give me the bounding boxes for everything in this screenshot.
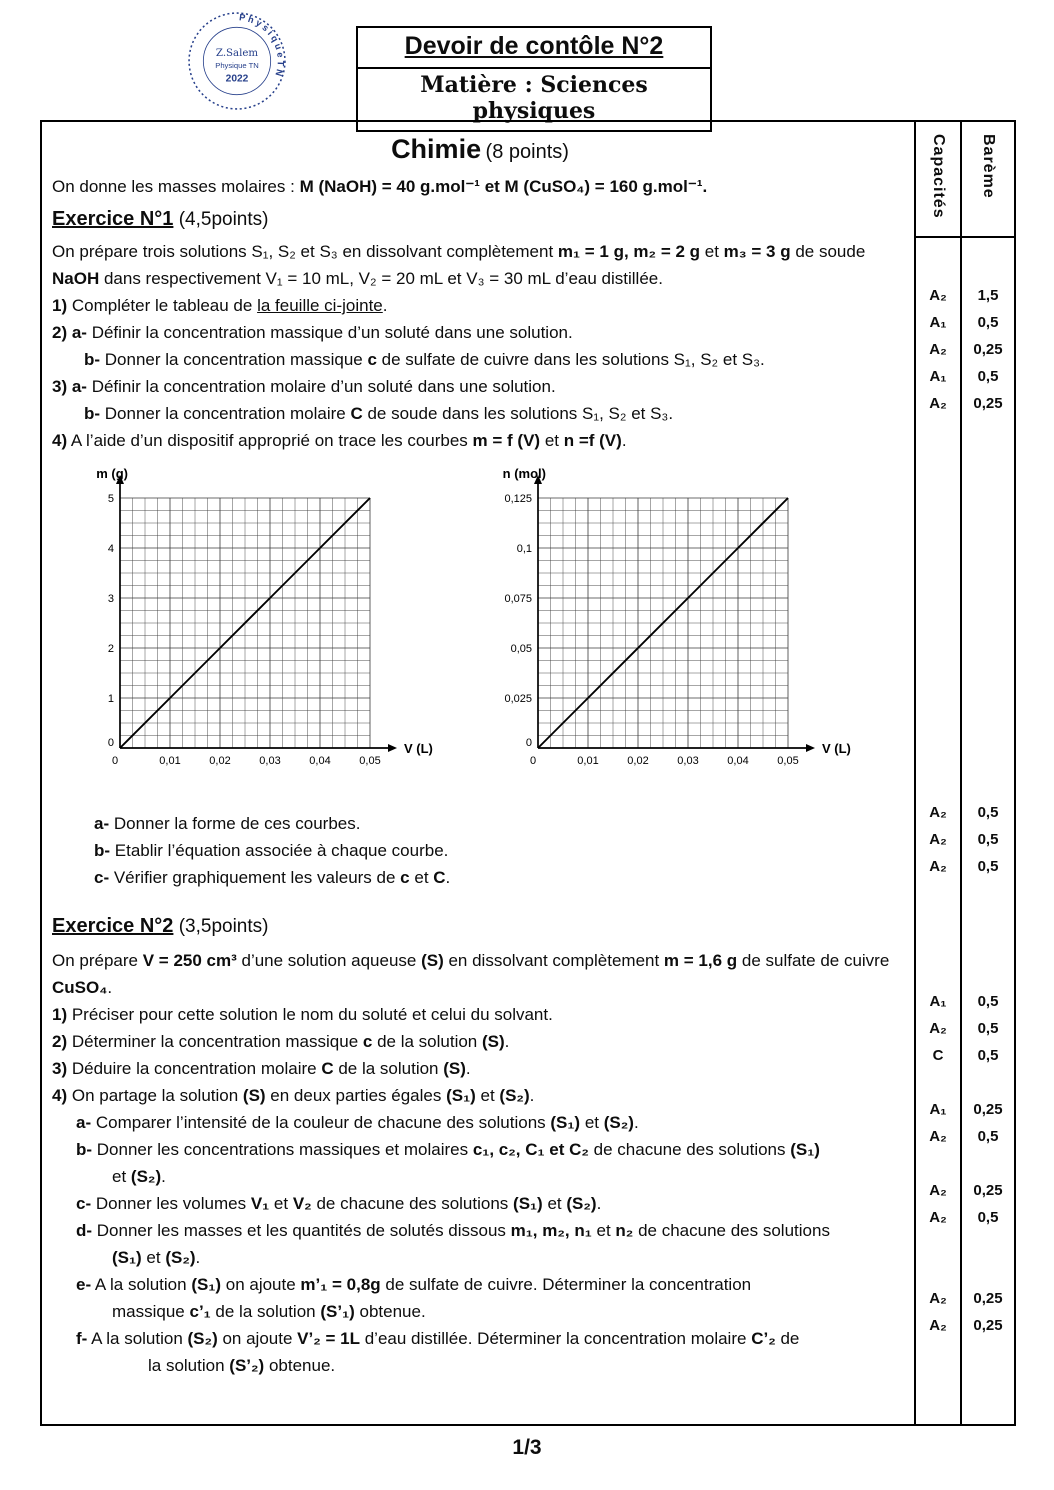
exercice1-intro: On prépare trois solutions S₁, S₂ et S₃ en dissolvant complètement m₁ = 1 g, m₂ = 2 g et m₃ = 3 g de soude NaOH dans respectivement V₁ = 10 mL, V₂ = 20 mL et V₃ = 30 mL d’eau distillée. [52, 242, 866, 288]
stamp-ring-text: P h y s i q u e T N [238, 12, 286, 78]
bareme-mark: 0,25 [973, 1101, 1003, 1118]
question-2a: 2) a- Définir la concentration massique d’un soluté dans une solution. [52, 323, 573, 342]
capacite-mark: A₁ [929, 993, 947, 1010]
bareme-mark: 0,5 [977, 314, 999, 331]
stamp-name: Z.Salem [215, 47, 259, 59]
bareme-mark: 0,5 [977, 1020, 999, 1037]
capacite-mark: A₂ [929, 831, 947, 848]
ex2-question-4e: e- A la solution (S₁) on ajoute m’₁ = 0,8g de sulfate de cuivre. Déterminer la concentration [76, 1275, 752, 1294]
bareme-mark: 0,5 [977, 804, 999, 821]
exercice1-heading [52, 204, 908, 236]
question-3a: 3) a- Définir la concentration molaire d’un soluté dans une solution. [52, 377, 556, 396]
chart-m-of-v [60, 464, 460, 786]
svg-text:m (g): m (g) [96, 466, 128, 481]
exercice1-title: Exercice N°1 [52, 208, 174, 230]
svg-text:0,04: 0,04 [727, 755, 749, 767]
capacite-mark: A₂ [929, 1020, 947, 1037]
stamp-line2: Physique TN [215, 61, 259, 71]
question-2b: b- Donner la concentration massique c de sulfate de cuivre dans les solutions S₁, S₂ et S₃. [84, 350, 765, 369]
svg-text:0: 0 [111, 755, 119, 767]
bareme-mark: 0,25 [973, 1317, 1003, 1334]
exercice2-title: Exercice N°2 [52, 915, 174, 937]
capacite-mark: C [932, 1047, 944, 1064]
bareme-mark: 0,25 [973, 395, 1003, 412]
svg-text:0: 0 [529, 755, 537, 767]
svg-text:0,04: 0,04 [309, 755, 331, 767]
bareme-mark: 0,5 [977, 368, 999, 385]
graph-question-b: b- Etablir l’équation associée à chaque courbe. [94, 841, 449, 860]
bareme-mark: 0,25 [973, 1182, 1003, 1199]
capacite-mark: A₂ [929, 1290, 947, 1307]
ex2-question-4a: a- Comparer l’intensité de la couleur de chacune des solutions (S₁) et (S₂). [76, 1113, 639, 1132]
capacite-mark: A₂ [929, 1128, 947, 1145]
svg-text:2: 2 [107, 643, 114, 655]
stamp-year: 2022 [225, 73, 249, 85]
graph-question-c: c- Vérifier graphiquement les valeurs de c et C. [94, 868, 451, 887]
question-4: 4) A l’aide d’un dispositif approprié on trace les courbes m = f (V) et n =f (V). [52, 431, 627, 450]
capacite-mark: A₂ [929, 1182, 947, 1199]
ex2-question-4b-cont: et (S₂). [112, 1167, 166, 1186]
svg-text:0,075: 0,075 [504, 593, 532, 605]
svg-text:V (L): V (L) [822, 741, 851, 756]
content-column [42, 122, 916, 1424]
bareme-mark: 1,5 [977, 287, 999, 304]
svg-text:V (L): V (L) [404, 741, 433, 756]
capacite-mark: A₂ [929, 395, 947, 412]
svg-text:0,03: 0,03 [259, 755, 281, 767]
bareme-header-cell [962, 122, 1014, 238]
svg-text:0: 0 [107, 737, 114, 749]
capacite-mark: A₂ [929, 858, 947, 875]
ex2-question-1: 1) Préciser pour cette solution le nom du soluté et celui du solvant. [52, 1005, 553, 1024]
capacite-mark: A₁ [929, 1101, 947, 1118]
svg-text:0: 0 [525, 737, 532, 749]
bareme-mark: 0,25 [973, 1290, 1003, 1307]
ex2-question-4b: b- Donner les concentrations massiques et molaires c₁, c₂, C₁ et C₂ de chacune des solutions (S₁) [76, 1140, 820, 1159]
exam-subject: Matière : Sciences physiques [420, 72, 648, 124]
ex2-question-3: 3) Déduire la concentration molaire C de la solution (S). [52, 1059, 471, 1078]
svg-text:0,05: 0,05 [359, 755, 381, 767]
chart-n-of-v [478, 464, 878, 786]
graph-question-a: a- Donner la forme de ces courbes. [94, 814, 361, 833]
capacite-mark: A₁ [929, 314, 947, 331]
bareme-mark: 0,5 [977, 1128, 999, 1145]
bareme-mark: 0,5 [977, 993, 999, 1010]
svg-text:n (mol): n (mol) [502, 466, 546, 481]
section-points: (8 points) [485, 141, 569, 163]
exercice2-heading [52, 911, 908, 943]
ex2-question-2: 2) Déterminer la concentration massique c de la solution (S). [52, 1032, 510, 1051]
question-3b: b- Donner la concentration molaire C de soude dans les solutions S₁, S₂ et S₃. [84, 404, 674, 423]
capacites-column [916, 122, 962, 1424]
svg-text:0,01: 0,01 [159, 755, 181, 767]
school-stamp [186, 10, 288, 112]
svg-text:0,02: 0,02 [627, 755, 649, 767]
bareme-mark: 0,5 [977, 858, 999, 875]
bareme-column [962, 122, 1014, 1424]
section-title [52, 132, 908, 171]
ex2-question-4d: d- Donner les masses et les quantités de solutés dissous m₁, m₂, n₁ et n₂ de chacune des solutions [76, 1221, 830, 1240]
title-box [356, 26, 712, 132]
page-number: 1/3 [512, 1436, 542, 1459]
svg-text:0,01: 0,01 [577, 755, 599, 767]
capacite-mark: A₂ [929, 287, 947, 304]
ex2-question-4f-cont: la solution (S’₂) obtenue. [148, 1356, 336, 1375]
svg-text:0,05: 0,05 [510, 643, 532, 655]
ex2-question-4c: c- Donner les volumes V₁ et V₂ de chacune des solutions (S₁) et (S₂). [76, 1194, 602, 1213]
svg-text:0,03: 0,03 [677, 755, 699, 767]
exam-title: Devoir de contôle N°2 [358, 28, 710, 69]
svg-text:0,1: 0,1 [516, 543, 532, 555]
capacite-mark: A₂ [929, 341, 947, 358]
bareme-mark: 0,25 [973, 341, 1003, 358]
capacites-header-cell [916, 122, 960, 238]
bareme-mark: 0,5 [977, 1047, 999, 1064]
svg-text:0,125: 0,125 [504, 493, 532, 505]
bareme-mark: 0,5 [977, 831, 999, 848]
ex2-question-4f: f- A la solution (S₂) on ajoute V’₂ = 1L d’eau distillée. Déterminer la concentration molaire C’₂ de [76, 1329, 800, 1348]
capacite-mark: A₁ [929, 368, 947, 385]
ex2-question-4e-cont: massique c’₁ de la solution (S’₁) obtenue. [112, 1302, 426, 1321]
ex2-question-4: 4) On partage la solution (S) en deux parties égales (S₁) et (S₂). [52, 1086, 535, 1105]
svg-text:0,025: 0,025 [504, 693, 532, 705]
capacite-mark: A₂ [929, 1209, 947, 1226]
exercice1-points: (4,5points) [173, 209, 269, 230]
bareme-mark: 0,5 [977, 1209, 999, 1226]
section-title-text: Chimie [391, 134, 482, 164]
svg-text:4: 4 [107, 543, 114, 555]
svg-text:5: 5 [107, 493, 114, 505]
capacite-mark: A₂ [929, 1317, 947, 1334]
capacite-mark: A₂ [929, 804, 947, 821]
question-1: 1) Compléter le tableau de la feuille ci-jointe. [52, 296, 388, 315]
main-frame [40, 120, 1016, 1426]
exercice2-intro: On prépare V = 250 cm³ d’une solution aqueuse (S) en dissolvant complètement m = 1,6 g de sulfate de cuivre CuSO₄. [52, 951, 890, 997]
exercice2-points: (3,5points) [173, 916, 269, 937]
svg-text:1: 1 [107, 693, 114, 705]
svg-text:3: 3 [107, 593, 114, 605]
ex2-question-4d-cont: (S₁) et (S₂). [112, 1248, 201, 1267]
graphs-row [60, 464, 908, 786]
molar-masses-line: On donne les masses molaires : M (NaOH) = 40 g.mol⁻¹ et M (CuSO₄) = 160 g.mol⁻¹. [52, 177, 708, 196]
svg-text:0,02: 0,02 [209, 755, 231, 767]
capacites-header: Capacités [930, 134, 947, 219]
svg-text:0,05: 0,05 [777, 755, 799, 767]
bareme-header: Barème [980, 134, 997, 199]
